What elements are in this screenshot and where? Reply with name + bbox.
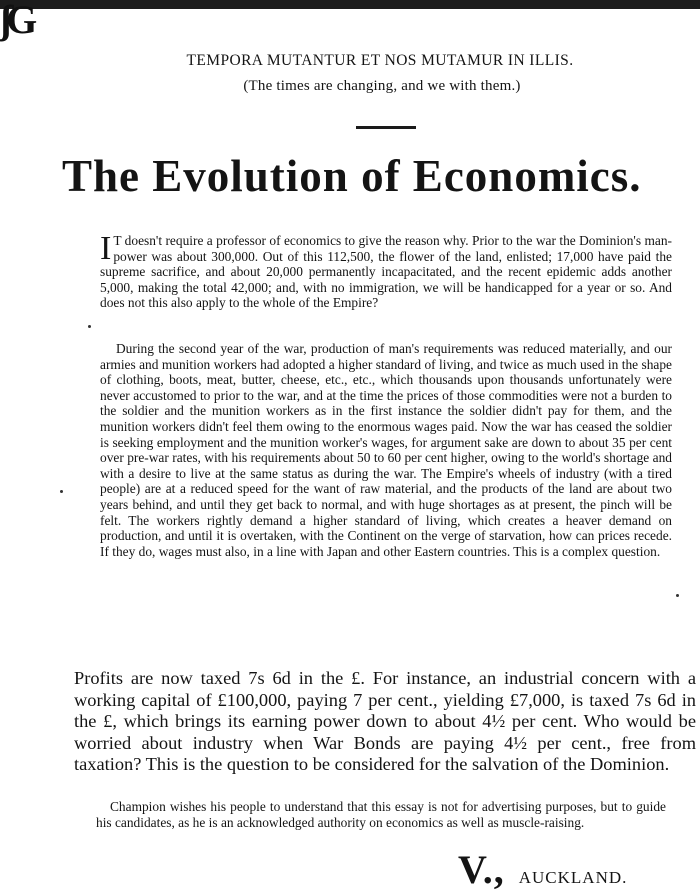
paragraph-1: [100, 230, 672, 311]
paragraph-3-large: Profits are now taxed 7s 6d in the £. For instance, an industrial concern with a working capital of £100,000, paying 7 per cent., yielding £7,000, is taxed 7s 6d in the £, which brings its earning power down to about 4½ per cent. Who would be worried about industry when War Bonds are paying 4½ per cent., free from taxation? This is the question to be considered for the salvation of the Dominion.: [74, 668, 696, 775]
signature-initial: V.,: [458, 847, 505, 892]
paragraph-1-text: T doesn't require a professor of economics to give the reason why. Prior to the war the Dominion's man-power was about 300,000. Out of this 112,500, the flower of the land, enlisted; 17,000 have paid the supreme sacrifice, and about 20,000 permanently incapacitated, and the recent epidemic adds another 5,000, making the total 42,000; and, with no immigration, we will be handicapped for a year or so. And does not this also apply to the whole of the Empire?: [100, 233, 672, 311]
article-title: The Evolution of Economics.: [62, 151, 642, 201]
corner-ornament: ʃG: [0, 0, 32, 42]
signature-block: [458, 846, 698, 893]
top-border-rule: [0, 0, 700, 9]
print-speck: [60, 490, 63, 493]
print-speck: [88, 325, 91, 328]
paragraph-2: During the second year of the war, production of man's requirements was reduced materially, and our armies and munition workers had adopted a higher standard of living, and twice as much used in the shape of clothing, boots, meat, butter, cheese, etc., etc., which thousands upon thousands unfortunately were never accustomed to prior to the war, and at the time the prices of those commodities were not a burden to the soldier and the munition workers as in the first instance the soldier didn't pay for them, and the munition workers didn't feel them owing to the enormous wages paid. Now the war has ceased the soldier is seeking employment and the munition worker's wages, for argument sake are down to about 35 per cent over pre-war rates, with his requirements about 50 to 60 per cent higher, owing to the world's shortage and with a desire to live at the same status as during the war. The Empire's wheels of industry (with a tired people) are at a reduced speed for the want of raw material, and the products of the land are about two years behind, and until they get back to normal, and with huge shortages as at present, the pinch will be felt. The workers rightly demand a higher standard of living, which creates a heaver demand on production, and until it is overtaken, with the Continent on the verge of starvation, how can prices recede. If they do, wages must also, in a line with Japan and other Eastern countries. This is a complex question.: [100, 341, 672, 559]
latin-motto: TEMPORA MUTANTUR ET NOS MUTAMUR IN ILLIS.: [186, 52, 574, 69]
paragraph-4-disclaimer: Champion wishes his people to understand that this essay is not for advertising purposes, but to guide his candidates, as he is an acknowledged authority on economics as well as muscle-raising.: [96, 799, 666, 830]
title-divider: [356, 126, 416, 129]
drop-cap: I: [100, 230, 112, 267]
signature-place: AUCKLAND.: [518, 868, 628, 887]
motto-translation: (The times are changing, and we with them.): [243, 78, 521, 94]
print-speck: [676, 594, 679, 597]
